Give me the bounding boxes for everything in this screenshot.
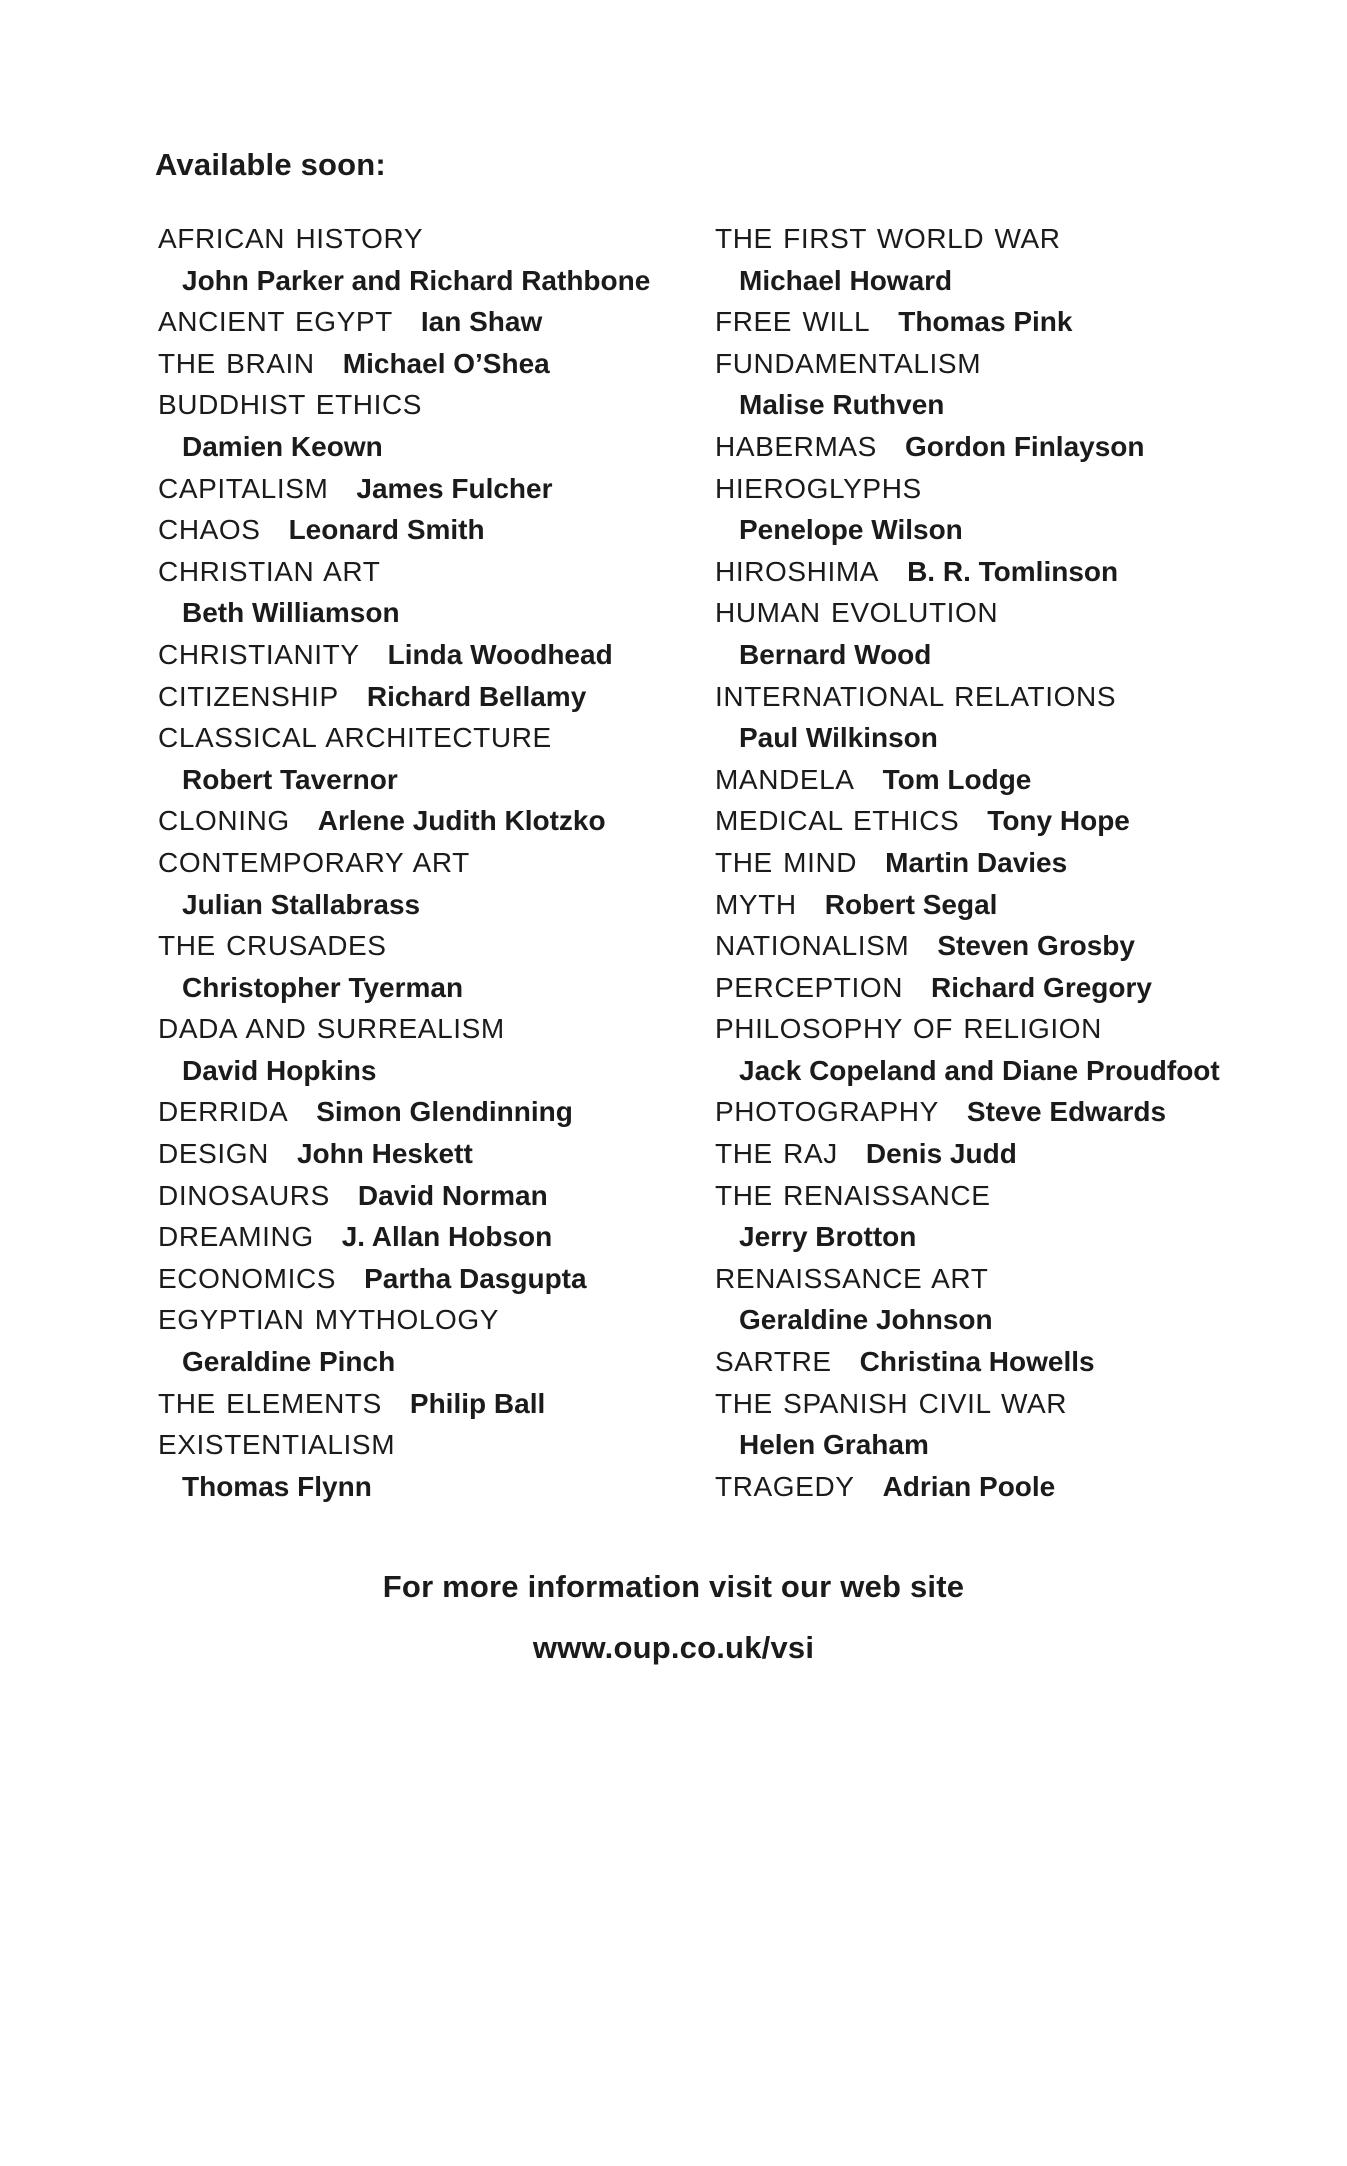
book-author: Partha Dasgupta xyxy=(364,1262,587,1294)
book-title: EXISTENTIALISM xyxy=(158,1429,396,1461)
book-title: THE ELEMENTS xyxy=(158,1387,382,1419)
book-author: Linda Woodhead xyxy=(387,638,613,670)
book-author-line xyxy=(158,884,650,926)
book-title: DREAMING xyxy=(158,1221,314,1253)
book-author: Martin Davies xyxy=(885,846,1068,878)
book-entry xyxy=(715,343,1220,385)
book-author-line xyxy=(715,384,1220,426)
book-title: THE FIRST WORLD WAR xyxy=(715,223,1061,254)
book-entry xyxy=(158,1008,650,1050)
book-entry xyxy=(715,884,1220,926)
book-title: TRAGEDY xyxy=(715,1470,855,1502)
book-title: SARTRE xyxy=(715,1346,832,1378)
book-author: Jerry Brotton xyxy=(739,1221,917,1253)
book-title: HIEROGLYPHS xyxy=(715,472,922,504)
book-author: Paul Wilkinson xyxy=(739,722,938,754)
book-title: DERRIDA xyxy=(158,1096,289,1128)
book-title: CITIZENSHIP xyxy=(158,680,339,712)
book-entry xyxy=(158,468,650,510)
book-title: THE SPANISH CIVIL WAR xyxy=(715,1387,1068,1419)
book-author: Steve Edwards xyxy=(966,1096,1167,1128)
book-title: CLASSICAL ARCHITECTURE xyxy=(158,722,552,754)
book-entry xyxy=(715,1008,1220,1050)
book-entry xyxy=(715,800,1220,842)
book-author-line xyxy=(715,1299,1220,1341)
book-entry xyxy=(715,1341,1220,1383)
book-author: Arlene Judith Klotzko xyxy=(317,805,606,837)
book-author: B. R. Tomlinson xyxy=(907,555,1119,587)
book-author: Richard Gregory xyxy=(931,971,1152,1003)
book-author: Adrian Poole xyxy=(882,1470,1056,1502)
book-author: Thomas Pink xyxy=(898,306,1073,338)
book-author: John Heskett xyxy=(296,1138,473,1170)
book-entry xyxy=(158,218,650,260)
book-entry xyxy=(715,842,1220,884)
book-entry xyxy=(715,1091,1220,1133)
book-author: Simon Glendinning xyxy=(316,1096,573,1128)
book-entry xyxy=(158,1424,650,1466)
available-soon-heading: Available soon: xyxy=(155,147,386,182)
book-title: CHRISTIANITY xyxy=(158,638,360,670)
footer-info-text: For more information visit our web site xyxy=(382,1569,965,1604)
book-title: MEDICAL ETHICS xyxy=(715,805,960,837)
book-title: HIROSHIMA xyxy=(715,555,880,587)
book-title: NATIONALISM xyxy=(715,930,910,962)
book-author-line xyxy=(715,509,1220,551)
book-title: PHOTOGRAPHY xyxy=(715,1096,939,1128)
book-author-line xyxy=(158,426,650,468)
book-title: CONTEMPORARY ART xyxy=(158,846,470,878)
book-author: Thomas Flynn xyxy=(182,1470,372,1502)
footer-website-url: www.oup.co.uk/vsi xyxy=(532,1630,815,1665)
book-entry xyxy=(715,1133,1220,1175)
book-entry xyxy=(158,1091,650,1133)
book-author-line xyxy=(715,1050,1220,1092)
book-author: Christopher Tyerman xyxy=(182,971,464,1003)
book-author: Jack Copeland and Diane Proudfoot xyxy=(739,1054,1220,1086)
book-author: Geraldine Johnson xyxy=(739,1304,993,1336)
book-entry xyxy=(715,1175,1220,1217)
book-title: HABERMAS xyxy=(715,430,877,462)
book-author-line xyxy=(715,260,1220,302)
book-entry xyxy=(158,1175,650,1217)
book-entry xyxy=(158,1299,650,1341)
book-title: CAPITALISM xyxy=(158,472,329,504)
book-entry xyxy=(715,759,1220,801)
book-author-line xyxy=(158,967,650,1009)
book-title: CLONING xyxy=(158,805,290,837)
book-title: ANCIENT EGYPT xyxy=(158,306,393,338)
book-title: HUMAN EVOLUTION xyxy=(715,597,999,629)
book-title: THE BRAIN xyxy=(158,347,315,379)
book-author: Gordon Finlayson xyxy=(904,430,1145,462)
book-author: J. Allan Hobson xyxy=(341,1221,553,1253)
book-author-line xyxy=(158,1341,650,1383)
book-entry xyxy=(158,301,650,343)
book-title: CHAOS xyxy=(158,514,261,546)
book-author-line xyxy=(158,592,650,634)
book-entry xyxy=(158,676,650,718)
book-entry xyxy=(715,1258,1220,1300)
book-title: RENAISSANCE ART xyxy=(715,1262,989,1294)
book-author: Michael O’Shea xyxy=(342,347,550,379)
column-left xyxy=(158,218,650,1507)
book-author: Steven Grosby xyxy=(937,930,1135,962)
book-author: Michael Howard xyxy=(739,264,953,296)
book-title: DESIGN xyxy=(158,1138,269,1170)
book-author: Tom Lodge xyxy=(882,763,1032,795)
book-author: Helen Graham xyxy=(739,1429,929,1461)
book-entry xyxy=(158,1216,650,1258)
book-author: Denis Judd xyxy=(865,1138,1017,1170)
book-title: DINOSAURS xyxy=(158,1179,330,1211)
book-author: Richard Bellamy xyxy=(366,680,587,712)
book-title: BUDDHIST ETHICS xyxy=(158,389,423,421)
book-author: Malise Ruthven xyxy=(739,389,945,421)
book-title: AFRICAN HISTORY xyxy=(158,223,424,254)
book-title: FUNDAMENTALISM xyxy=(715,347,982,379)
book-entry xyxy=(715,218,1220,260)
book-title: THE RAJ xyxy=(715,1138,838,1170)
book-author-line xyxy=(158,1466,650,1508)
book-author-line xyxy=(158,260,650,302)
book-entry xyxy=(715,1383,1220,1425)
book-title: EGYPTIAN MYTHOLOGY xyxy=(158,1304,500,1336)
book-author: Robert Tavernor xyxy=(182,763,398,795)
book-title: MANDELA xyxy=(715,763,855,795)
book-title: ECONOMICS xyxy=(158,1262,337,1294)
book-entry xyxy=(715,301,1220,343)
book-author: Philip Ball xyxy=(409,1387,546,1419)
book-entry xyxy=(158,925,650,967)
book-author-line xyxy=(715,634,1220,676)
book-entry xyxy=(715,967,1220,1009)
book-entry xyxy=(158,1258,650,1300)
column-right xyxy=(715,218,1220,1507)
book-author-line xyxy=(158,759,650,801)
book-entry xyxy=(715,468,1220,510)
book-entry xyxy=(158,842,650,884)
book-entry xyxy=(158,509,650,551)
book-title: FREE WILL xyxy=(715,306,871,338)
book-title: MYTH xyxy=(715,888,797,920)
book-author: Beth Williamson xyxy=(182,597,400,629)
book-author: Tony Hope xyxy=(987,805,1130,837)
book-entry xyxy=(715,1466,1220,1508)
book-title: INTERNATIONAL RELATIONS xyxy=(715,680,1117,712)
book-author: Bernard Wood xyxy=(739,638,932,670)
book-title: THE CRUSADES xyxy=(158,930,387,962)
book-entry xyxy=(715,551,1220,593)
book-author: Robert Segal xyxy=(824,888,998,920)
book-entry xyxy=(715,426,1220,468)
book-entry xyxy=(715,676,1220,718)
book-title: THE MIND xyxy=(715,846,858,878)
book-entry xyxy=(715,925,1220,967)
book-title: CHRISTIAN ART xyxy=(158,555,381,587)
book-title: PERCEPTION xyxy=(715,971,904,1003)
book-title: THE RENAISSANCE xyxy=(715,1179,991,1211)
book-entry xyxy=(158,634,650,676)
book-author-line xyxy=(715,717,1220,759)
book-author: John Parker and Richard Rathbone xyxy=(182,264,651,296)
book-author: Geraldine Pinch xyxy=(182,1346,396,1378)
book-author: Ian Shaw xyxy=(420,306,543,338)
book-author: Christina Howells xyxy=(859,1346,1095,1378)
book-entry xyxy=(158,1383,650,1425)
book-author: David Hopkins xyxy=(182,1054,377,1086)
book-author-line xyxy=(158,1050,650,1092)
book-entry xyxy=(715,592,1220,634)
book-entry xyxy=(158,343,650,385)
book-entry xyxy=(158,717,650,759)
book-entry xyxy=(158,384,650,426)
book-author: Julian Stallabrass xyxy=(182,888,421,920)
book-author: James Fulcher xyxy=(356,472,553,504)
book-entry xyxy=(158,551,650,593)
book-entry xyxy=(158,1133,650,1175)
book-author-line xyxy=(715,1424,1220,1466)
book-author-line xyxy=(715,1216,1220,1258)
book-title: DADA AND SURREALISM xyxy=(158,1013,505,1045)
book-author: Damien Keown xyxy=(182,430,383,462)
book-entry xyxy=(158,800,650,842)
book-author: David Norman xyxy=(357,1179,548,1211)
book-author: Leonard Smith xyxy=(288,514,485,546)
book-author: Penelope Wilson xyxy=(739,514,963,546)
book-title: PHILOSOPHY OF RELIGION xyxy=(715,1013,1102,1045)
